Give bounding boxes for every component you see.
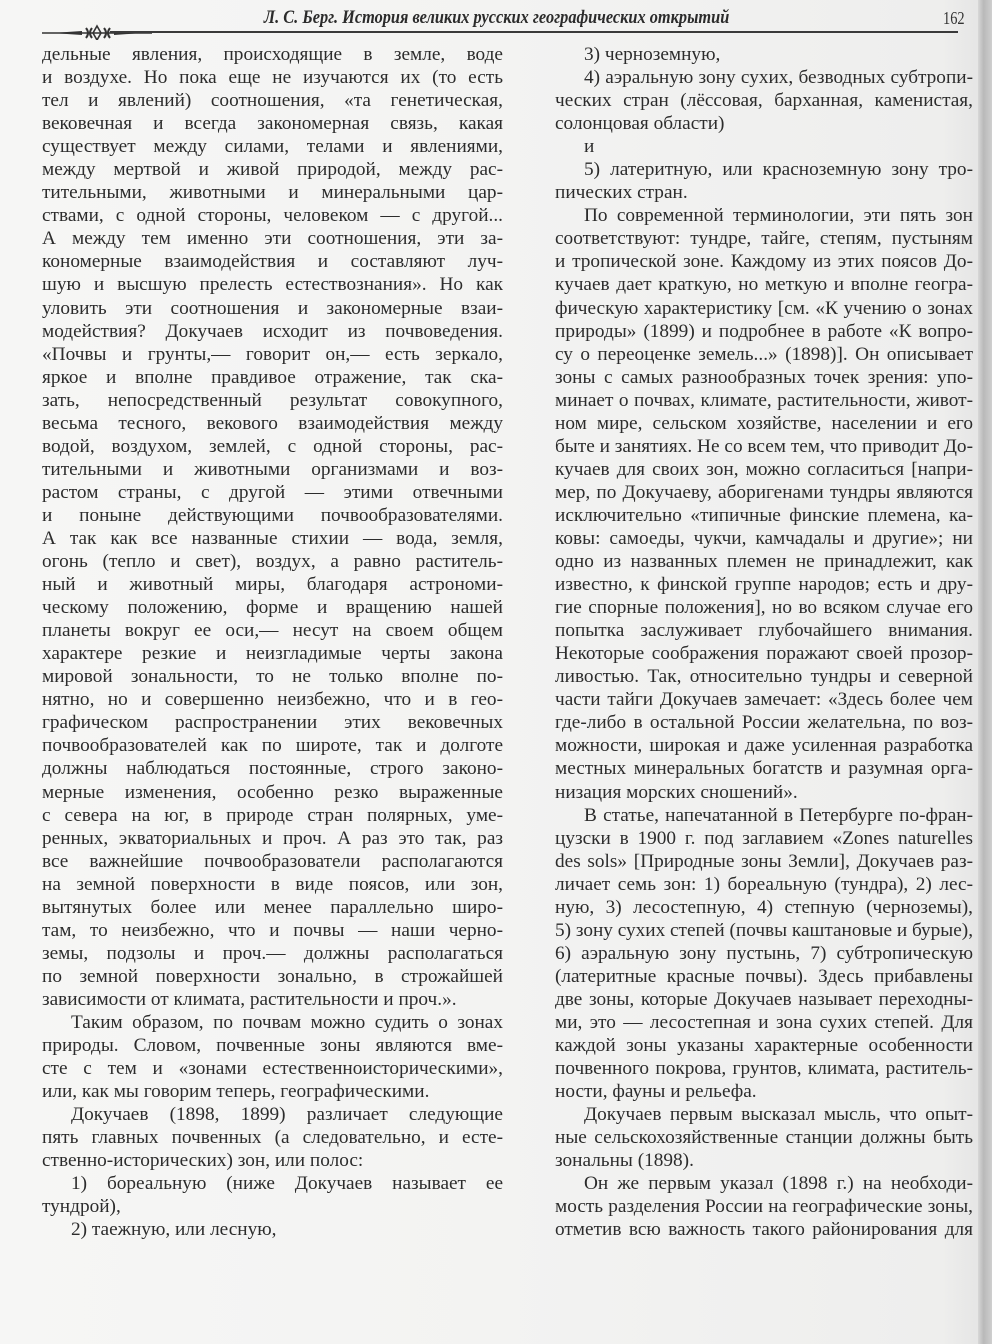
text-line: части тайги Докучаев замечает: «Здесь более чем: [555, 689, 973, 711]
text-line: и поныне действующими почвообразователями.: [42, 504, 503, 526]
text-line: характере резкие и неизгладимые черты закона: [42, 643, 503, 665]
text-line: и воздухе. Но пока еще не изучаются их (то есть: [42, 67, 503, 89]
text-line: тительными, животными и минеральными цар-: [42, 182, 503, 204]
text-line: шую и высшую прелесть естествознания». Но как: [42, 274, 503, 296]
text-line: или, как мы говорим теперь, географическими.: [42, 1081, 430, 1103]
text-line: там, то неизбежно, что и почвы — наши черно-: [42, 919, 503, 941]
text-line: вековечная и всегда закономерная связь, какая: [42, 113, 503, 135]
text-line: су о переоценке земель...» (1898)]. Он описывает: [555, 343, 973, 365]
text-line: Докучаев (1898, 1899) различает следующие: [71, 1104, 503, 1126]
text-line: быте и занятиях. Не со всем тем, что приводит До-: [555, 435, 973, 457]
text-line: мерные изменения, особенно резко выраженные: [42, 781, 503, 803]
text-line: 6) аэральную зону пустынь, 7) субтропическую: [555, 942, 973, 964]
text-line: пять главных почвенных (а следовательно, и есте-: [42, 1127, 503, 1149]
text-line: вытянутых более или менее параллельно широ-: [42, 896, 503, 918]
text-line: тел и явлений) соотношения, «та генетическая,: [42, 90, 503, 112]
text-line: зональны (1898).: [555, 1150, 694, 1172]
text-line: ные сельскохозяйственные станции должны быть: [555, 1127, 973, 1149]
text-line: модействия? Докучаев исходит из почвоведения.: [42, 320, 503, 342]
text-line: ческих стран (лёссовая, барханная, каменистая,: [555, 90, 973, 112]
text-line: кучаев дает краткую, но меткую и вполне геогра-: [555, 274, 973, 296]
text-line: почвенного покрова, грунтов, климата, раститель-: [555, 1058, 973, 1080]
text-line: уловить эти соотношения и закономерные взаи-: [42, 297, 503, 319]
text-line: дельные явления, происходящие в земле, воде: [42, 44, 503, 65]
text-line: зоны с самых разнообразных точек зрения: упо-: [555, 366, 973, 388]
text-line: должны наблюдаться постоянные, строго законо-: [42, 758, 503, 780]
text-line: ности, фауны и рельефа.: [555, 1081, 757, 1103]
text-line: 2) таежную, или лесную,: [71, 1219, 277, 1241]
text-line: ствами, с одной стороны, человеком — с другой...: [42, 205, 503, 227]
text-line: А между тем именно эти соотношения, эти за-: [42, 228, 503, 250]
text-line: пических стран.: [555, 182, 688, 204]
text-line: фическую характеристику [см. «К учению о зонах: [555, 297, 973, 319]
text-line: зависимости от климата, растительности и проч.».: [42, 988, 457, 1010]
text-line: и: [584, 136, 595, 158]
text-line: кучаев для своих зон, можно согласиться [напри-: [555, 458, 973, 480]
text-line: минает о почвах, климате, растительности, живот-: [555, 389, 973, 411]
text-line: ном мире, сельском хозяйстве, населении и его: [555, 412, 973, 434]
text-line: мер, по Докучаеву, аборигенами тундры являются: [555, 481, 973, 503]
text-line: 1) бореальную (ниже Докучаев называет ее: [71, 1173, 503, 1195]
left-text-column: [42, 43, 503, 1241]
text-line: гие спорные положения], но во всяком случае его: [555, 597, 973, 619]
text-line: попытка заслуживает глубочайшего внимания.: [555, 620, 973, 642]
text-line: где-либо в остальной России желательна, по воз-: [555, 712, 973, 734]
text-line: природы» (1899) и подробнее в работе «К вопро-: [555, 320, 973, 342]
text-line: планеты вокруг ее оси,— несут на своем общем: [42, 620, 503, 642]
text-line: существует между силами, телами и явлениями,: [42, 136, 503, 158]
text-line: на земной поверхности в виде поясов, или зон,: [42, 873, 503, 895]
text-line: des sols» [Природные зоны Земли], Докучаев раз-: [555, 850, 973, 872]
text-line: 5) зону сухих степей (почвы каштановые и бурые),: [555, 919, 973, 941]
text-line: ми, это — лесостепная и зона сухих степей. Для: [555, 1011, 973, 1033]
text-line: яркое и вполне правдивое отражение, так ска-: [42, 366, 503, 388]
page-number: 162: [943, 8, 965, 28]
text-line: личает семь зон: 1) бореальную (тундра), 2) лес-: [555, 873, 973, 895]
text-line: тундрой),: [42, 1196, 121, 1218]
text-line: графическом распространении этих вековечных: [42, 712, 503, 734]
text-line: известно, к финской группе народов; есть и дру-: [555, 574, 973, 596]
page-edge-shadow: [978, 0, 992, 1344]
text-line: «Почвы и грунты,— говорит он,— есть зеркало,: [42, 343, 503, 365]
text-line: сте с тем и «зонами естественноисторическими»,: [42, 1058, 503, 1080]
text-line: отметив всю важность такого районирования для: [555, 1219, 973, 1241]
text-line: нятно, но и совершенно неизбежно, что и в гео-: [42, 689, 503, 711]
text-line: Таким образом, по почвам можно судить о зонах: [71, 1011, 503, 1033]
header-rule: [110, 31, 958, 33]
text-line: исключительно «типичные финские племена, ка-: [555, 504, 973, 526]
text-line: мировой зональности, то не только вполне по-: [42, 666, 503, 688]
text-line: Некоторые соображения поражают своей прозор-: [555, 643, 973, 665]
text-line: можности, широкая и даже усиленная разработка: [555, 735, 973, 757]
text-line: ренных, экваториальных и проч. А раз это так, раз: [42, 827, 503, 849]
text-line: 4) аэральную зону сухих, безводных субтропи-: [584, 67, 973, 89]
text-line: все важнейшие почвообразователи располагаются: [42, 850, 503, 872]
text-line: по земной поверхности зонально, в строжайшей: [42, 965, 503, 987]
text-line: водой, воздухом, землей, с одной стороны, рас-: [42, 435, 503, 457]
text-line: с севера на юг, в природе стран полярных, уме-: [42, 804, 503, 826]
text-line: ливостью. Так, относительно тундры и северной: [555, 666, 973, 688]
text-line: местных минеральных богатств и разумная орга-: [555, 758, 973, 780]
text-line: тительными и животными организмами и воз-: [42, 458, 503, 480]
text-line: цузски в 1900 г. под заглавием «Zones naturelles: [555, 827, 973, 849]
text-line: низация морских сношений».: [555, 781, 798, 803]
text-line: огонь (тепло и свет), воздух, а равно раститель-: [42, 551, 503, 573]
text-line: ческому положению, форме и вращению нашей: [42, 597, 503, 619]
text-line: земы, подзолы и проч.— должны располагаться: [42, 942, 503, 964]
text-line: 3) черноземную,: [584, 44, 721, 65]
text-line: и тропической зоне. Каждому из этих поясов До-: [555, 251, 973, 273]
text-line: Он же первым указал (1898 г.) на необходи-: [584, 1173, 973, 1195]
text-line: 5) латеритную, или красноземную зону тро-: [584, 159, 973, 181]
text-line: мость разделения России на географические зоны,: [555, 1196, 973, 1218]
text-line: ный и животный миры, благодаря астрономи-: [42, 574, 503, 596]
text-line: каждой зоны указаны характерные особенности: [555, 1035, 973, 1057]
text-line: В статье, напечатанной в Петербурге по-фран-: [584, 804, 973, 826]
right-text-column: [555, 43, 973, 1241]
text-line: две зоны, которые Докучаев называет переходны-: [555, 988, 973, 1010]
running-header: [0, 0, 992, 40]
text-line: одно из названных племен не принадлежит, как: [555, 551, 973, 573]
text-line: ковы: самоеды, чукчи, камчадалы и другие»; ни: [555, 527, 973, 549]
text-line: растом страны, с другой — этими отвечными: [42, 481, 503, 503]
text-line: между мертвой и живой природой, между рас-: [42, 159, 503, 181]
text-line: По современной терминологии, эти пять зон: [584, 205, 973, 227]
text-line: зать, непосредственный результат совокупного,: [42, 389, 503, 411]
text-line: ственно-исторических) зон, или полос:: [42, 1150, 364, 1172]
text-line: соответствуют: тундре, тайге, степям, пустыням: [555, 228, 973, 250]
text-line: Докучаев первым высказал мысль, что опыт-: [584, 1104, 973, 1126]
running-header-title: Л. С. Берг. История великих русских географических открытий: [263, 7, 730, 28]
text-line: (латеритные красные почвы). Здесь прибавлены: [555, 965, 973, 987]
text-line: почвообразователей как по широте, так и долготе: [42, 735, 503, 757]
text-line: ную, 3) лесостепную, 4) степную (черноземы),: [555, 896, 973, 918]
text-line: А так как все названные стихии — вода, земля,: [42, 527, 503, 549]
text-line: солонцовая области): [555, 113, 725, 135]
text-line: кономерные взаимодействия и составляют луч-: [42, 251, 503, 273]
text-line: весьма тесного, векового взаимодействия между: [42, 412, 503, 434]
text-line: природы. Словом, почвенные зоны являются вме-: [42, 1035, 503, 1057]
